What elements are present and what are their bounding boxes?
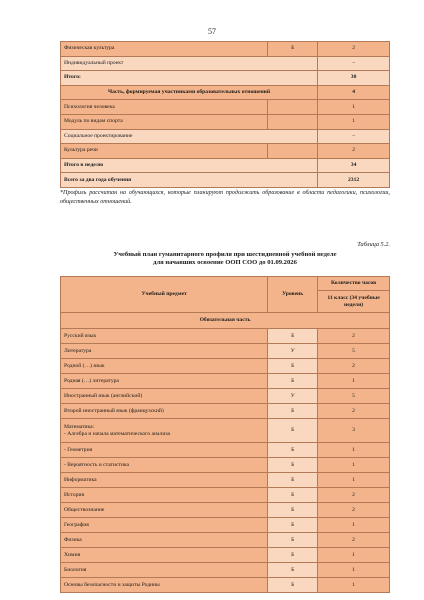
table-row <box>61 42 390 57</box>
table-row <box>61 443 390 458</box>
level-cell: Б <box>268 548 318 563</box>
table-row <box>61 144 390 159</box>
hours-cell: 1 <box>318 563 390 578</box>
hours-cell: 4 <box>318 85 390 100</box>
hours-cell: 34 <box>318 158 390 173</box>
hours-cell: 2 <box>318 144 390 159</box>
section-mandatory: Обязательная часть <box>61 313 390 329</box>
level-cell: Б <box>268 578 318 593</box>
header-hours-grade-11: 11 класс (34 учебные недели) <box>318 291 390 313</box>
subject-cell: Индивидуальный проект <box>61 56 318 71</box>
subject-cell: - Геометрия <box>61 443 268 458</box>
subject-cell: Физическая культура <box>61 42 268 57</box>
subject-cell: - Вероятность и статистика <box>61 458 268 473</box>
subject-cell: Химия <box>61 548 268 563</box>
footnote: *Профиль рассчитан на обучающихся, которые планируют продолжить образование в области педагогики, психологии, общественных отношений. <box>60 190 390 206</box>
hours-cell: 1 <box>318 518 390 533</box>
table-row <box>61 548 390 563</box>
subject-cell: Культура речи <box>61 144 268 159</box>
level-cell: Б <box>268 503 318 518</box>
table-row <box>61 458 390 473</box>
level-cell: Б <box>268 473 318 488</box>
hours-cell: 2 <box>318 329 390 344</box>
level-cell: Б <box>268 563 318 578</box>
humanities-curriculum-table <box>60 276 390 593</box>
subject-cell: История <box>61 488 268 503</box>
subject-cell: Итого: <box>61 71 318 86</box>
subject-cell: Физика <box>61 533 268 548</box>
table-title <box>60 251 390 266</box>
level-cell: Б <box>268 458 318 473</box>
hours-cell: 1 <box>318 100 390 115</box>
level-cell: Б <box>268 359 318 374</box>
level-cell: Б <box>268 329 318 344</box>
table-row <box>61 488 390 503</box>
table-row <box>61 503 390 518</box>
subject-cell: Родной (…) язык <box>61 359 268 374</box>
table-row <box>61 533 390 548</box>
subject-cell: Итого в неделю <box>61 158 318 173</box>
level-cell: Б <box>268 419 318 443</box>
table-title-line-2: для начавших освоение ООП СОО до 01.09.2026 <box>153 258 297 266</box>
subject-cell <box>61 419 268 443</box>
table-row <box>61 359 390 374</box>
subject-subline: - Алгебра и начала математического анализа <box>64 430 171 437</box>
table-row <box>61 473 390 488</box>
level-cell <box>268 114 318 129</box>
table-label: Таблица 5.2. <box>357 241 390 248</box>
level-cell: Б <box>268 533 318 548</box>
hours-cell: 2 <box>318 404 390 419</box>
table-row <box>61 404 390 419</box>
subject-cell: Родная (…) литература <box>61 374 268 389</box>
table-row <box>61 389 390 404</box>
header-level: Уровень <box>268 277 318 313</box>
hours-cell: 2 <box>318 503 390 518</box>
table-row <box>61 518 390 533</box>
level-cell: У <box>268 389 318 404</box>
subject-cell: Часть, формируемая участниками образовательных отношений <box>61 85 318 100</box>
subject-cell: Русский язык <box>61 329 268 344</box>
table-row <box>61 173 390 188</box>
level-cell: Б <box>268 488 318 503</box>
level-cell <box>268 144 318 159</box>
level-cell: Б <box>268 443 318 458</box>
subject-cell: Второй иностранный язык (французский) <box>61 404 268 419</box>
level-cell: Б <box>268 404 318 419</box>
level-cell: Б <box>268 518 318 533</box>
hours-cell: 30 <box>318 71 390 86</box>
table-row <box>61 114 390 129</box>
table-row <box>61 329 390 344</box>
header-subject: Учебный предмет <box>61 277 268 313</box>
table-row <box>61 129 390 144</box>
hours-cell: 1 <box>318 114 390 129</box>
table-row <box>61 344 390 359</box>
table-row <box>61 56 390 71</box>
table-row <box>61 578 390 593</box>
hours-cell: 2 <box>318 42 390 57</box>
subject-cell: Обществознание <box>61 503 268 518</box>
hours-cell: 1 <box>318 443 390 458</box>
subject-cell: Социальное проектирование <box>61 129 318 144</box>
curriculum-table-continued <box>60 41 390 188</box>
hours-cell: 1 <box>318 458 390 473</box>
table-row <box>61 374 390 389</box>
hours-cell: – <box>318 129 390 144</box>
subject-line: Математика: <box>64 423 95 430</box>
level-cell: Б <box>268 374 318 389</box>
table-row <box>61 158 390 173</box>
subject-cell: Иностранный язык (английский) <box>61 389 268 404</box>
hours-cell: 5 <box>318 389 390 404</box>
subject-cell: Информатика <box>61 473 268 488</box>
table-row <box>61 100 390 115</box>
table-row <box>61 71 390 86</box>
level-cell <box>268 100 318 115</box>
hours-cell: 1 <box>318 578 390 593</box>
hours-cell: 3 <box>318 419 390 443</box>
table-row <box>61 563 390 578</box>
subject-cell: Всего за два года обучения <box>61 173 318 188</box>
hours-cell: 1 <box>318 374 390 389</box>
hours-cell: 2 <box>318 533 390 548</box>
table-row <box>61 85 390 100</box>
hours-cell: 2312 <box>318 173 390 188</box>
hours-cell: 2 <box>318 359 390 374</box>
page-number: 57 <box>208 27 216 36</box>
level-cell: У <box>268 344 318 359</box>
subject-cell: География <box>61 518 268 533</box>
level-cell: Б <box>268 42 318 57</box>
subject-cell: Модуль по видам спорта <box>61 114 268 129</box>
hours-cell: 5 <box>318 344 390 359</box>
table-row <box>61 419 390 443</box>
subject-cell: Основы безопасности и защиты Родины <box>61 578 268 593</box>
table-title-line-1: Учебный план гуманитарного профиля при шестидневной учебной неделе <box>113 251 337 258</box>
hours-cell: 2 <box>318 488 390 503</box>
subject-cell: Биология <box>61 563 268 578</box>
hours-cell: 1 <box>318 473 390 488</box>
subject-cell: Психология человека <box>61 100 268 115</box>
header-hours-group: Количество часов <box>318 277 390 291</box>
subject-cell: Литература <box>61 344 268 359</box>
hours-cell: – <box>318 56 390 71</box>
hours-cell: 1 <box>318 548 390 563</box>
